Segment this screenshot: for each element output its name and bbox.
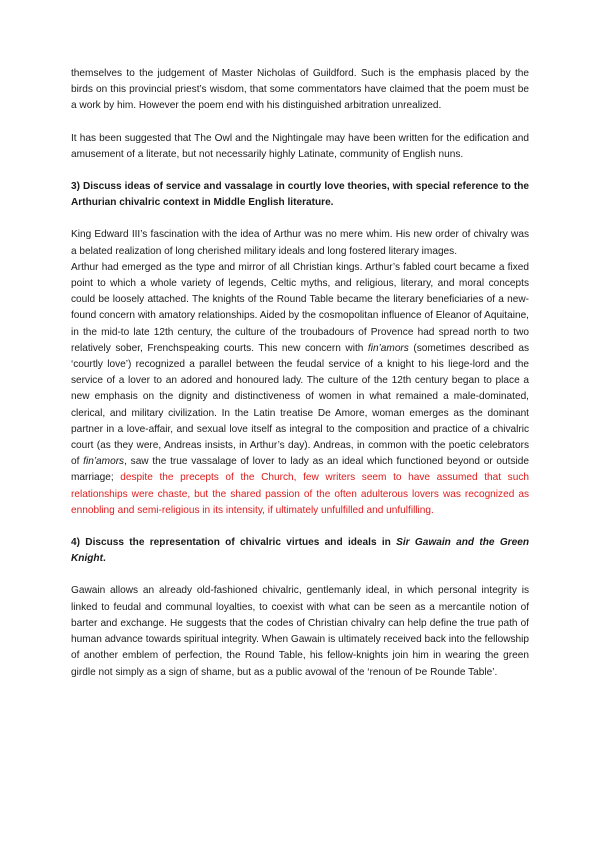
- arthur-text-3: , saw the true vassalage of lover to lady as an ideal which functioned beyond or outside marriage;: [71, 456, 529, 484]
- heading-4-suffix: .: [102, 553, 106, 565]
- term-finamors-1: fin’amors: [367, 342, 409, 354]
- spacer: [71, 115, 529, 131]
- arthur-text-1: Arthur had emerged as the type and mirror of all Christian kings. Arthur’s fabled court became a fixed point to which a whole variety of legends, Celtic myths, and religious, literary, and moral concepts could be loosely attached. The knights of the Round Table became the literary beneficiaries of a new-found concern with amatory relationships. Aided by the cosmopolitan influence of Eleanor of Aquitaine, in the mid-to late 12th century, the culture of the troubadours of Provence had spread north to two relatively sober, Frenchspeaking courts. This new concern with: [71, 261, 529, 354]
- spacer: [71, 163, 529, 179]
- paragraph-gawain: Gawain allows an already old-fashioned chivalric, gentlemanly ideal, in which personal integrity is linked to feudal and communal loyalties, to coexist with what can be seen as a mercantile notion of barter and exchange. He suggests that the codes of Christian chivalry can help define the true path of human advance towards spiritual integrity. When Gawain is ultimately received back into the fellowship of another emblem of perfection, the Round Table, his fellow-knights join him in wearing the green girdle not simply as a sign of shame, but as a public avowal of the ‘renoun of Þe Rounde Table’.: [71, 585, 529, 678]
- document-body: [71, 66, 529, 681]
- paragraph-owl-nightingale: It has been suggested that The Owl and the Nightingale may have been written for the edification and amusement of a literate, but not necessarily highly Latinate, community of English nuns.: [71, 132, 529, 160]
- heading-4-prefix: 4) Discuss the representation of chivalric virtues and ideals in: [71, 537, 397, 549]
- heading-question-3: 3) Discuss ideas of service and vassalage in courtly love theories, with special reference to the Arthurian chivalric context in Middle English literature.: [71, 181, 529, 209]
- highlighted-passage: despite the precepts of the Church, few writers seem to have assumed that such relationships were chaste, but the shared passion of the often adulterous lovers was recognized as ennobling and semi-religious in its intensity, if ultimately unfulfilled and unfulfilling.: [71, 472, 530, 516]
- heading-4-title: Sir Gawain and the Green Knight: [71, 537, 529, 565]
- heading-question-4: [71, 535, 529, 567]
- arthur-text-2: (sometimes described as ‘courtly love’) recognized a parallel between the feudal service of a knight to his liege-lord and the service of a lover to an adored and honoured lady. The culture of the 12th century began to place a new emphasis on the dignity and distinctiveness of women in what remained a male-dominated, clerical, and military civilization. In the Latin treatise De Amore, woman emerges as the dominant partner in a love-affair, and sexual love itself as integral to the composition and practice of a chivalric court (as they were, Andreas insists, in Arthur’s day). Andreas, in common with the poetic celebrators of: [71, 342, 529, 468]
- paragraph-edward: King Edward III’s fascination with the idea of Arthur was no mere whim. His new order of chivalry was a belated realization of long cherished military ideals and long fostered literary images.: [71, 229, 529, 257]
- spacer: [71, 567, 529, 583]
- spacer: [71, 211, 529, 227]
- spacer: [71, 519, 529, 535]
- term-finamors-2: fin’amors: [83, 456, 125, 468]
- paragraph-arthur: [71, 260, 529, 519]
- paragraph-opening: themselves to the judgement of Master Nicholas of Guildford. Such is the emphasis placed by the birds on this provincial priest’s wisdom, that some commentators have claimed that the poem must be a work by him. However the poem end with his distinguished arbitration unrealized.: [71, 68, 529, 112]
